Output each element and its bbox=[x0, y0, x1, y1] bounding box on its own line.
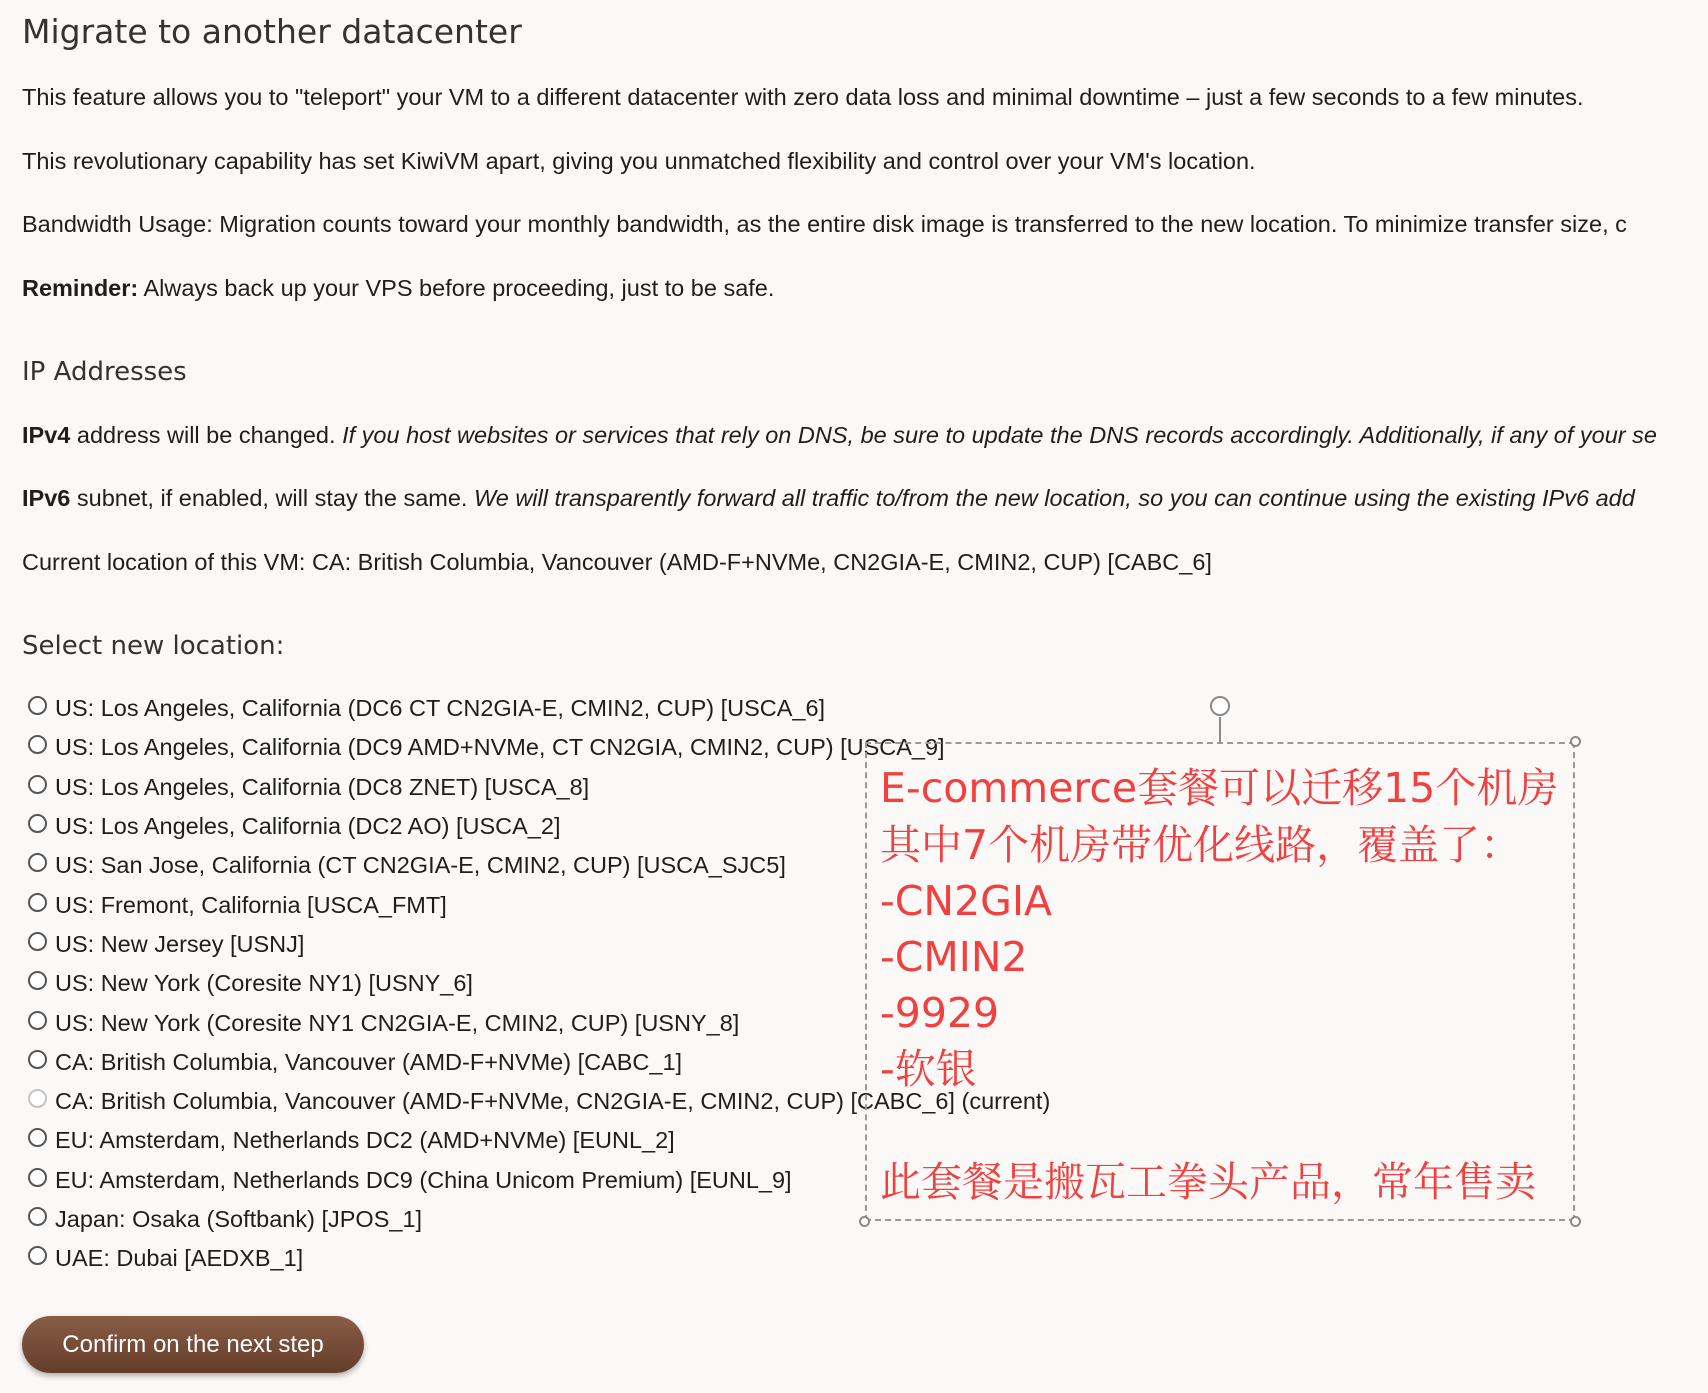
radio-button[interactable] bbox=[28, 1168, 47, 1187]
location-label[interactable]: US: New York (Coresite NY1) [USNY_6] bbox=[55, 970, 473, 997]
location-label[interactable]: US: New Jersey [USNJ] bbox=[55, 930, 305, 957]
location-label[interactable]: US: San Jose, California (CT CN2GIA-E, CMIN2, CUP) [USCA_SJC5] bbox=[55, 852, 786, 879]
current-location-text: Current location of this VM: CA: British Columbia, Vancouver (AMD-F+NVMe, CN2GIA-E, CMIN2, CUP) [CABC_6] bbox=[22, 549, 1212, 575]
reminder-body: Always back up your VPS before proceeding, just to be safe. bbox=[138, 275, 775, 301]
ipv6-text bbox=[22, 487, 1635, 511]
annotation-line: -CN2GIA bbox=[880, 877, 1053, 925]
location-label[interactable]: EU: Amsterdam, Netherlands DC9 (China Unicom Premium) [EUNL_9] bbox=[55, 1166, 792, 1193]
annotation-line: 其中7个机房带优化线路，覆盖了： bbox=[880, 821, 1522, 869]
location-label[interactable]: US: New York (Coresite NY1 CN2GIA-E, CMIN2, CUP) [USNY_8] bbox=[55, 1009, 740, 1036]
location-label[interactable]: US: Los Angeles, California (DC8 ZNET) [USCA_8] bbox=[55, 773, 590, 800]
radio-button[interactable] bbox=[28, 735, 47, 754]
radio-button-disabled bbox=[28, 1089, 47, 1108]
select-location-heading: Select new location: bbox=[22, 631, 285, 661]
ip-heading: IP Addresses bbox=[22, 357, 187, 387]
intro-text: This feature allows you to "teleport" your VM to a different datacenter with zero data loss and minimal downtime – just a few seconds to a few minutes. bbox=[22, 84, 1584, 110]
annotation-line: -CMIN2 bbox=[880, 933, 1028, 981]
radio-button[interactable] bbox=[28, 1128, 47, 1147]
radio-button[interactable] bbox=[28, 893, 47, 912]
ipv6-label: IPv6 bbox=[22, 485, 71, 511]
radio-button[interactable] bbox=[28, 971, 47, 990]
rotate-handle-line bbox=[1219, 717, 1221, 742]
annotation-box[interactable] bbox=[865, 742, 1575, 1221]
location-option[interactable] bbox=[28, 1239, 1050, 1278]
location-label[interactable]: CA: British Columbia, Vancouver (AMD-F+NVMe) [CABC_1] bbox=[55, 1048, 683, 1075]
ipv4-text bbox=[22, 424, 1657, 448]
annotation-line: -软银 bbox=[880, 1045, 977, 1093]
ipv4-label: IPv4 bbox=[22, 422, 71, 448]
location-label[interactable]: US: Los Angeles, California (DC2 AO) [USCA_2] bbox=[55, 813, 561, 840]
radio-button[interactable] bbox=[28, 1011, 47, 1030]
radio-button[interactable] bbox=[28, 932, 47, 951]
rotate-handle[interactable] bbox=[1210, 696, 1230, 716]
radio-button[interactable] bbox=[28, 853, 47, 872]
location-label[interactable]: US: Los Angeles, California (DC9 AMD+NVMe, CT CN2GIA, CMIN2, CUP) [USCA_9] bbox=[55, 734, 945, 761]
location-label[interactable]: US: Los Angeles, California (DC6 CT CN2GIA-E, CMIN2, CUP) [USCA_6] bbox=[55, 695, 826, 722]
ipv4-body: address will be changed. bbox=[70, 422, 343, 448]
ipv4-note: If you host websites or services that rely on DNS, be sure to update the DNS records accordingly. Additionally, if any of your se bbox=[342, 422, 1657, 448]
resize-handle-bottom-right[interactable] bbox=[1570, 1216, 1581, 1227]
bandwidth-text: Bandwidth Usage: Migration counts toward your monthly bandwidth, as the entire disk image is transferred to the new location. To minimize transfer size, c bbox=[22, 211, 1627, 237]
radio-button[interactable] bbox=[28, 1207, 47, 1226]
location-label[interactable]: US: Fremont, California [USCA_FMT] bbox=[55, 891, 447, 918]
location-label[interactable]: Japan: Osaka (Softbank) [JPOS_1] bbox=[55, 1206, 423, 1232]
resize-handle-bottom-left[interactable] bbox=[859, 1216, 870, 1227]
location-label[interactable]: EU: Amsterdam, Netherlands DC2 (AMD+NVMe) [EUNL_2] bbox=[55, 1127, 675, 1154]
location-label: CA: British Columbia, Vancouver (AMD-F+NVMe, CN2GIA-E, CMIN2, CUP) [CABC_6] (current) bbox=[55, 1088, 1051, 1115]
page-title: Migrate to another datacenter bbox=[22, 12, 522, 51]
reminder-label: Reminder: bbox=[22, 275, 139, 301]
location-label[interactable]: UAE: Dubai [AEDXB_1] bbox=[55, 1245, 304, 1272]
radio-button[interactable] bbox=[28, 696, 47, 715]
annotation-line: -9929 bbox=[880, 989, 1000, 1037]
confirm-next-step-button[interactable]: Confirm on the next step bbox=[22, 1316, 364, 1373]
radio-button[interactable] bbox=[28, 1050, 47, 1069]
ipv6-note: We will transparently forward all traffic to/from the new location, so you can continue using the existing IPv6 add bbox=[473, 485, 1635, 511]
location-option[interactable] bbox=[28, 689, 1050, 728]
annotation-line: E-commerce套餐可以迁移15个机房 bbox=[880, 764, 1559, 812]
radio-button[interactable] bbox=[28, 775, 47, 794]
annotation-footer: 此套餐是搬瓦工拳头产品，常年售卖 bbox=[880, 1158, 1536, 1206]
reminder-text bbox=[22, 277, 774, 301]
resize-handle-top-right[interactable] bbox=[1570, 736, 1581, 747]
ipv6-body: subnet, if enabled, will stay the same. bbox=[70, 485, 474, 511]
capability-text: This revolutionary capability has set KiwiVM apart, giving you unmatched flexibility and control over your VM's location. bbox=[22, 148, 1256, 174]
radio-button[interactable] bbox=[28, 814, 47, 833]
radio-button[interactable] bbox=[28, 1246, 47, 1265]
